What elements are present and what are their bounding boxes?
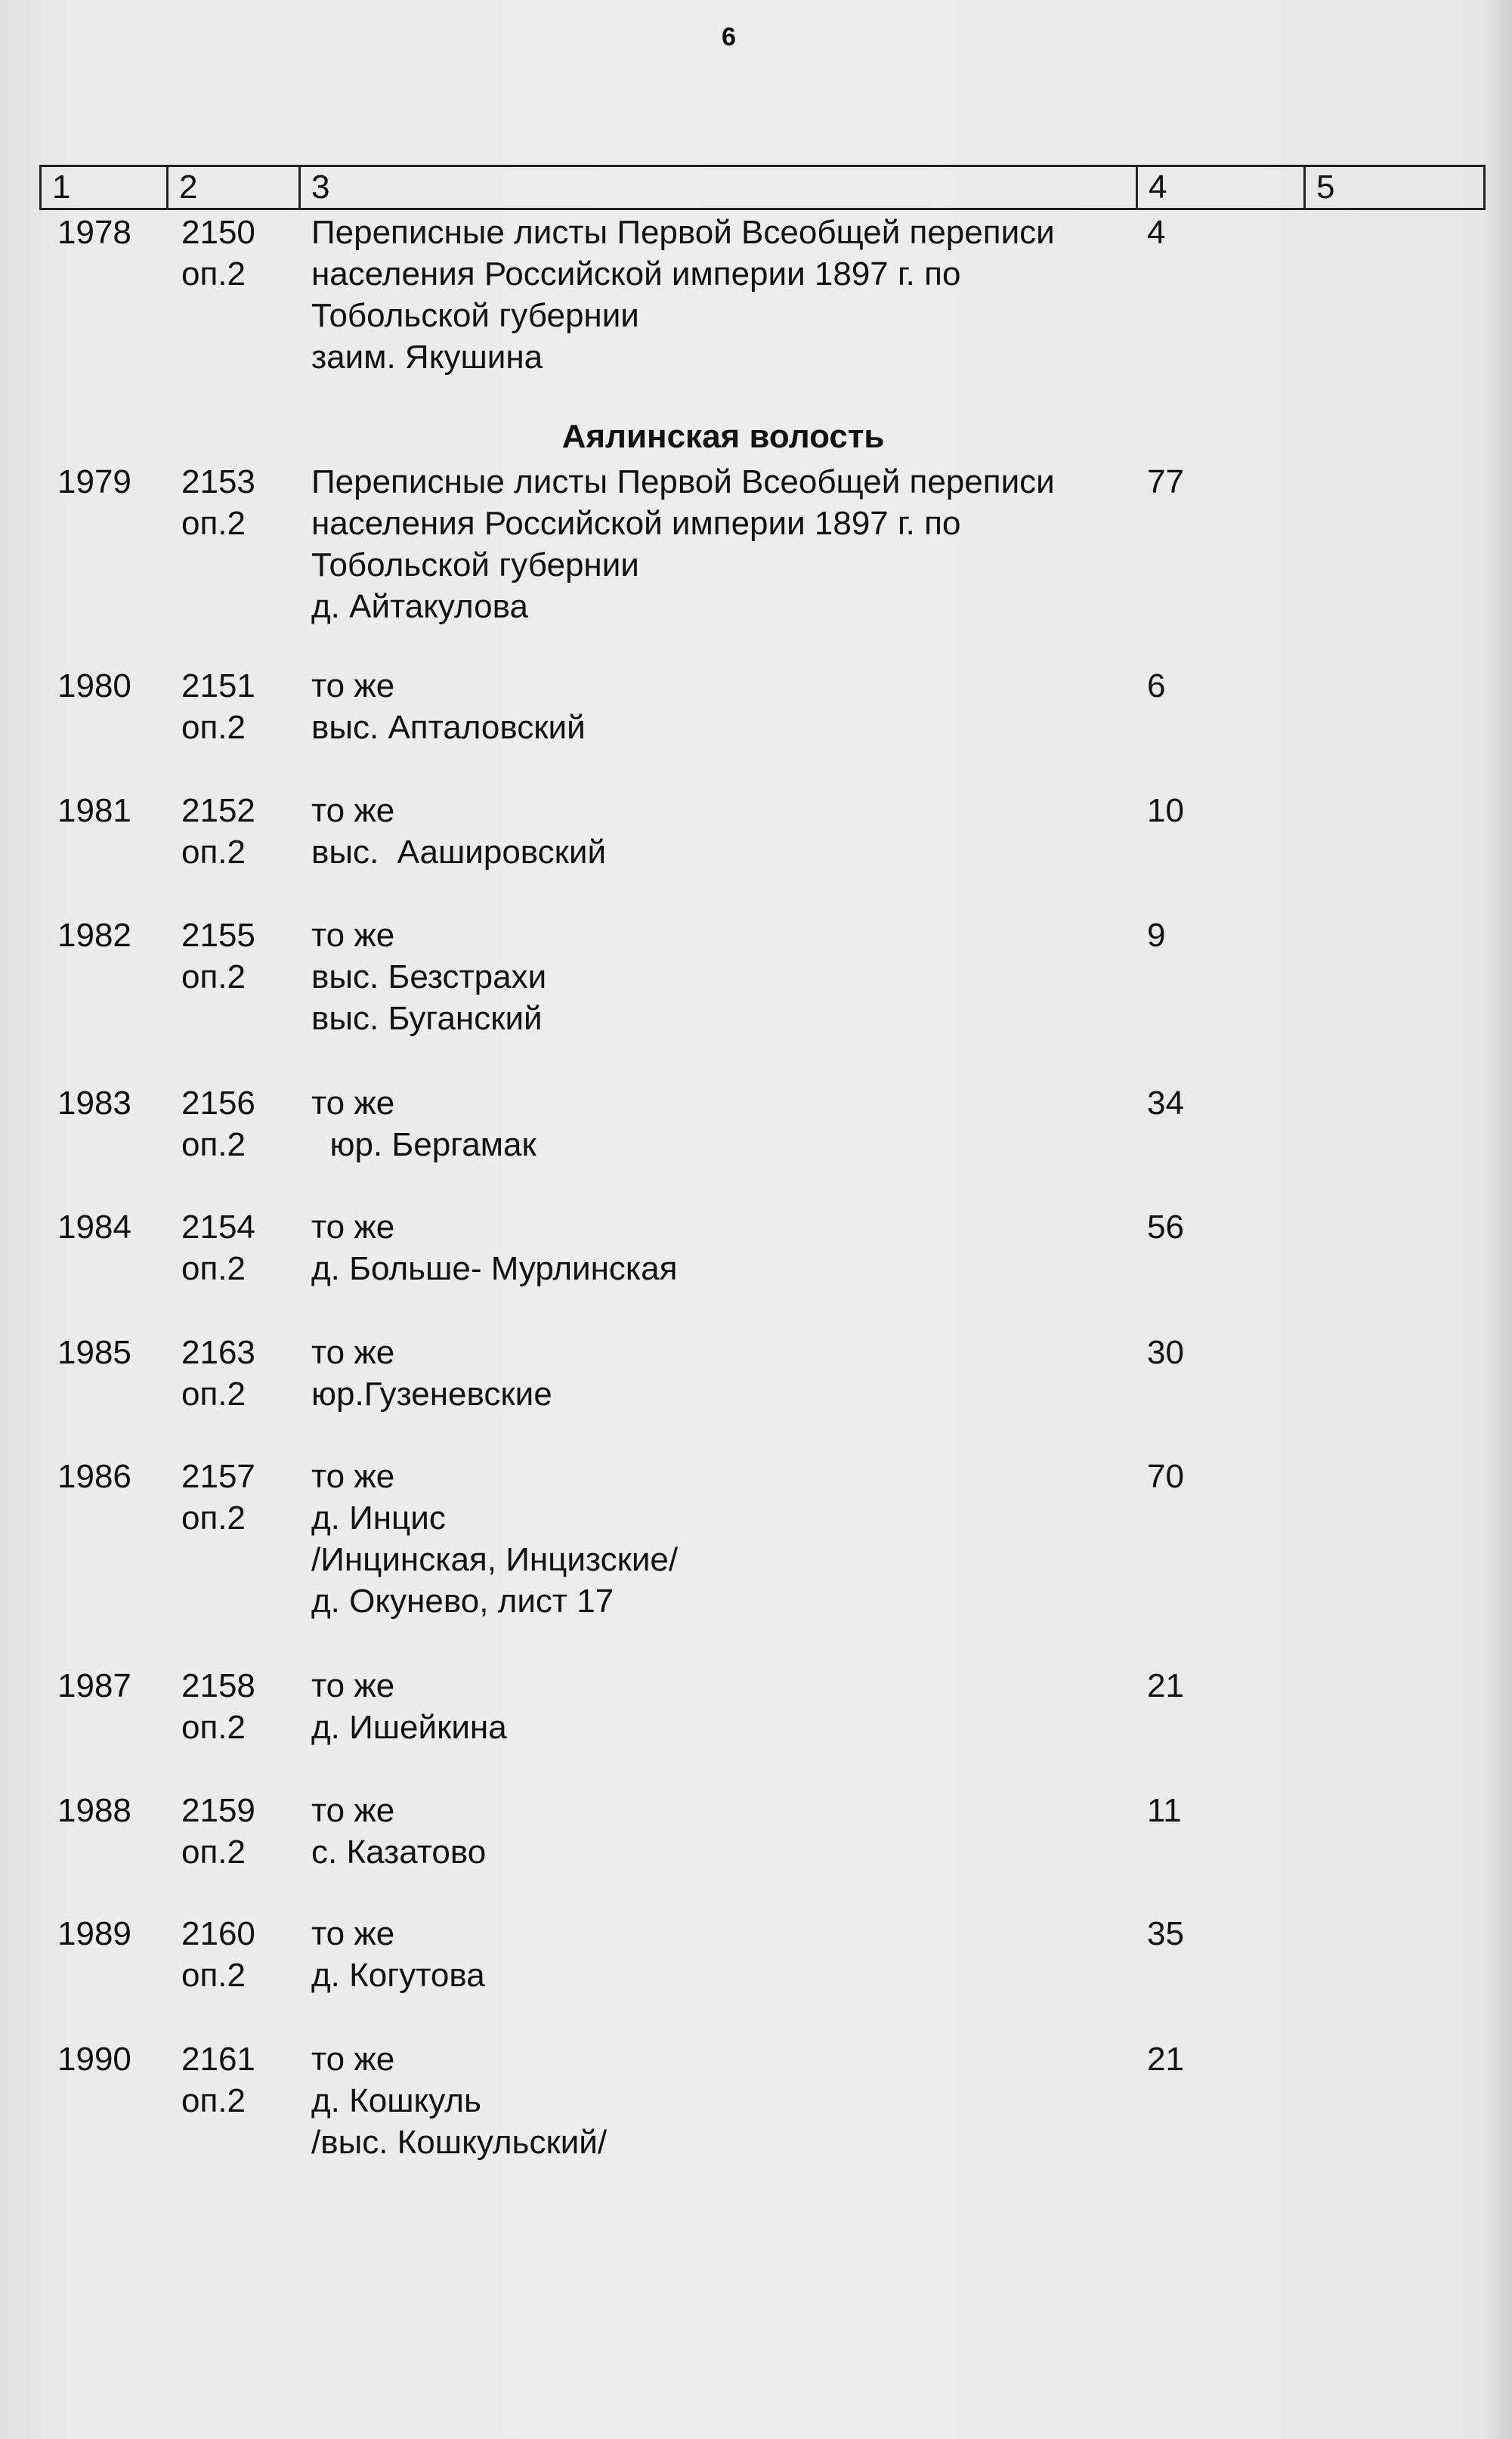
opis-number: оп.2 — [181, 1500, 246, 1537]
description-cell — [311, 1456, 1135, 1622]
fond-number: 2153 — [181, 463, 255, 500]
description-line: то же — [311, 1667, 395, 1704]
description-line: д. Когутова — [311, 1957, 485, 1994]
description-line: д. Айтакулова — [311, 588, 528, 625]
entry-number: 1987 — [57, 1667, 131, 1704]
sheet-count: 6 — [1147, 667, 1166, 704]
opis-number: оп.2 — [181, 505, 246, 542]
description-line: то же — [311, 1334, 395, 1371]
fond-number: 2152 — [181, 792, 255, 829]
description-cell — [311, 790, 1135, 873]
opis-number: оп.2 — [181, 2082, 246, 2119]
sheet-count: 21 — [1147, 2041, 1184, 2078]
entry-number: 1981 — [57, 792, 131, 829]
fond-number: 2160 — [181, 1915, 255, 1952]
sheet-count: 30 — [1147, 1334, 1184, 1371]
description-line: Тобольской губернии — [311, 297, 639, 334]
fond-number: 2150 — [181, 214, 255, 251]
description-line: Переписные листы Первой Всеобщей переписи — [311, 214, 1055, 251]
description-line: с. Казатово — [311, 1834, 487, 1871]
description-cell — [311, 461, 1135, 627]
description-cell — [311, 2038, 1135, 2163]
description-line: юр.Гузеневские — [311, 1376, 552, 1413]
description-line: Тобольской губернии — [311, 546, 639, 583]
description-line: заим. Якушина — [311, 339, 543, 376]
opis-number: оп.2 — [181, 1834, 246, 1871]
fond-cell — [181, 212, 310, 295]
description-cell — [311, 915, 1135, 1039]
description-cell — [311, 1332, 1135, 1415]
header-col-3: 3 — [298, 167, 1175, 208]
description-cell — [311, 1790, 1135, 1873]
fond-cell — [181, 461, 310, 544]
sheet-count: 35 — [1147, 1915, 1184, 1952]
description-line: д. Ишейкина — [311, 1709, 507, 1746]
fond-cell — [181, 1456, 310, 1539]
description-line: выс. Аашировский — [311, 834, 607, 871]
description-line: выс. Буганский — [311, 1000, 543, 1037]
description-line: то же — [311, 1458, 395, 1495]
fond-number: 2161 — [181, 2041, 255, 2078]
fond-cell — [181, 1082, 310, 1165]
sheet-count: 11 — [1147, 1792, 1182, 1829]
fond-number: 2163 — [181, 1334, 255, 1371]
opis-number: оп.2 — [181, 958, 246, 995]
description-cell — [311, 1082, 1135, 1165]
entry-number: 1984 — [57, 1209, 131, 1246]
description-line: д. Окунево, лист 17 — [311, 1583, 614, 1620]
fond-cell — [181, 2038, 310, 2122]
description-line: д. Инцис — [311, 1500, 446, 1537]
opis-number: оп.2 — [181, 1957, 246, 1994]
section-title: Аялинская волость — [561, 418, 885, 455]
description-line: то же — [311, 917, 395, 954]
description-line: то же — [311, 1792, 395, 1829]
fond-number: 2151 — [181, 667, 255, 704]
fond-number: 2156 — [181, 1085, 255, 1122]
fond-cell — [181, 790, 310, 873]
header-col-4: 4 — [1136, 167, 1303, 208]
description-line: то же — [311, 1085, 395, 1122]
fond-number: 2158 — [181, 1667, 255, 1704]
opis-number: оп.2 — [181, 1126, 246, 1163]
description-line: /Инцинская, Инцизские/ — [311, 1541, 679, 1578]
fond-cell — [181, 1206, 310, 1289]
description-line: населения Российской империи 1897 г. по — [311, 255, 961, 292]
description-line: то же — [311, 1209, 395, 1246]
entry-number: 1988 — [57, 1792, 131, 1829]
description-cell — [311, 212, 1135, 378]
opis-number: оп.2 — [181, 255, 246, 292]
entry-number: 1979 — [57, 463, 131, 500]
description-line: д. Больше- Мурлинская — [311, 1250, 678, 1287]
fond-cell — [181, 1913, 310, 1996]
description-line: то же — [311, 2041, 395, 2078]
description-line: /выс. Кошкульский/ — [311, 2124, 608, 2161]
description-line: юр. Бергамак — [311, 1126, 536, 1163]
entry-number: 1986 — [57, 1458, 131, 1495]
description-line: Переписные листы Первой Всеобщей переписи — [311, 463, 1055, 500]
fond-cell — [181, 915, 310, 998]
header-col-5: 5 — [1303, 167, 1483, 208]
sheet-count: 56 — [1147, 1209, 1184, 1246]
entry-number: 1978 — [57, 214, 131, 251]
sheet-count: 9 — [1147, 917, 1166, 954]
fond-number: 2157 — [181, 1458, 255, 1495]
fond-number: 2154 — [181, 1209, 255, 1246]
description-cell — [311, 1206, 1135, 1289]
entry-number: 1983 — [57, 1085, 131, 1122]
fond-number: 2159 — [181, 1792, 255, 1829]
header-col-2: 2 — [166, 167, 298, 208]
description-line: д. Кошкуль — [311, 2082, 481, 2119]
entry-number: 1980 — [57, 667, 131, 704]
fond-number: 2155 — [181, 917, 255, 954]
description-line: выс. Безстрахи — [311, 958, 547, 995]
sheet-count: 70 — [1147, 1458, 1184, 1495]
sheet-count: 10 — [1147, 792, 1184, 829]
sheet-count: 77 — [1147, 463, 1184, 500]
description-cell — [311, 1665, 1135, 1748]
page-edge-shadow — [1482, 0, 1512, 2439]
description-line: населения Российской империи 1897 г. по — [311, 505, 961, 542]
description-line: то же — [311, 792, 395, 829]
fond-cell — [181, 1332, 310, 1415]
sheet-count: 4 — [1147, 214, 1166, 251]
fond-cell — [181, 665, 310, 748]
header-col-1: 1 — [52, 169, 71, 206]
entry-number: 1982 — [57, 917, 131, 954]
fond-cell — [181, 1790, 310, 1873]
description-cell — [311, 1913, 1135, 1996]
fond-cell — [181, 1665, 310, 1748]
description-line: выс. Апталовский — [311, 709, 586, 746]
sheet-count: 21 — [1147, 1667, 1184, 1704]
description-cell — [311, 665, 1135, 748]
sheet-count: 34 — [1147, 1085, 1184, 1122]
opis-number: оп.2 — [181, 1709, 246, 1746]
opis-number: оп.2 — [181, 1250, 246, 1287]
entry-number: 1985 — [57, 1334, 131, 1371]
opis-number: оп.2 — [181, 834, 246, 871]
table-header — [39, 165, 1486, 210]
description-line: то же — [311, 667, 395, 704]
description-line: то же — [311, 1915, 395, 1952]
page-number: 6 — [722, 23, 736, 51]
entry-number: 1990 — [57, 2041, 131, 2078]
entry-number: 1989 — [57, 1915, 131, 1952]
opis-number: оп.2 — [181, 1376, 246, 1413]
opis-number: оп.2 — [181, 709, 246, 746]
